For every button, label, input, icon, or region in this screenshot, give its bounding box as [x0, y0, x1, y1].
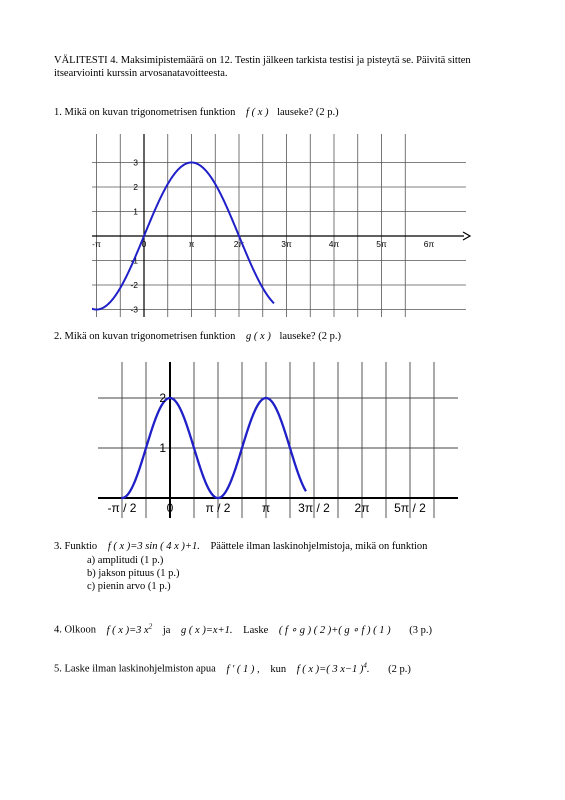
graph-f-x-tick-label: 4π: [328, 239, 340, 249]
question-4-laske: Laske: [243, 624, 269, 636]
question-5-derivative: f ′ ( 1 ) ,: [226, 663, 260, 675]
question-1-function: f ( x ): [246, 107, 269, 118]
question-1: [54, 107, 339, 118]
question-4-ja: ja: [162, 624, 171, 636]
question-5-exponent: 4: [363, 661, 367, 669]
question-5-function-text: f ( x )=( 3 x−1 ): [296, 663, 364, 675]
graph-g-ticks: [108, 391, 427, 515]
graph-f-x-tick-label: 3π: [281, 239, 292, 249]
intro-line-1: VÄLITESTI 4. Maksimipistemäärä on 12. Testin jälkeen tarkista testisi ja pisteytä se. Päivitä sitten: [54, 55, 471, 66]
question-5-lead: 5. Laske ilman laskinohjelmiston apua: [54, 663, 216, 675]
question-2-suffix: lauseke? (2 p.): [279, 331, 341, 342]
graph-g-x-tick-label: -π / 2: [107, 501, 137, 515]
graph-g-x-tick-label: 2π: [354, 501, 370, 515]
graph-g-y-tick-label: 2: [159, 391, 166, 405]
question-1-text: 1. Mikä on kuvan trigonometrisen funktion: [54, 107, 236, 118]
graph-f-x-tick-label: 6π: [423, 239, 435, 249]
question-4-g: g ( x )=x+1.: [181, 624, 233, 636]
graph-f-y-tick-label: -1: [130, 255, 138, 266]
graph-f-y-tick-label: -3: [130, 304, 138, 315]
graph-f-y-tick-label: 1: [133, 206, 138, 217]
graph-f-x-tick-label: 5π: [376, 239, 387, 249]
intro-line-2: itsearviointi kurssin arvosanatavoitteesta.: [54, 68, 228, 79]
question-5-dot: .: [366, 663, 370, 675]
graph-f-y-tick-label: -2: [130, 280, 138, 290]
question-4: [54, 622, 432, 636]
graph-g-x-tick-label: π: [261, 501, 271, 515]
question-3: [54, 541, 427, 552]
question-3-item-b: b) jakson pituus (1 p.): [87, 568, 180, 579]
question-3-item-c: c) pienin arvo (1 p.): [87, 581, 171, 592]
graph-g-grid: [98, 362, 458, 518]
question-4-points: (3 p.): [409, 624, 433, 636]
question-3-rest: Päättele ilman laskinohjelmistoja, mikä on funktion: [210, 541, 428, 552]
graph-f-y-tick-label: 3: [133, 157, 138, 168]
graph-f-y-tick-label: 2: [133, 182, 138, 192]
question-5: [54, 661, 411, 675]
graph-g: [98, 358, 458, 518]
graph-g-x-tick-label: π / 2: [205, 501, 231, 515]
graph-g-x-tick-label: 0: [166, 501, 174, 515]
question-2: [54, 331, 341, 342]
question-1-suffix: lauseke? (2 p.): [277, 107, 339, 118]
question-2-text: 2. Mikä on kuvan trigonometrisen funktion: [54, 331, 236, 342]
graph-g-x-tick-label: 5π / 2: [394, 501, 426, 515]
question-5-kun: kun: [270, 663, 287, 675]
graph-g-axes: [98, 362, 458, 518]
question-4-expression: ( f ∘ g ) ( 2 )+( g ∘ f ) ( 1 ): [278, 624, 391, 636]
graph-f-x-tick-label: -π: [92, 239, 101, 249]
graph-g-x-tick-label: 3π / 2: [298, 501, 330, 515]
graph-f-x-tick-label: 2π: [233, 239, 245, 249]
question-5-points: (2 p.): [388, 663, 411, 675]
question-4-f-exponent: 2: [148, 622, 153, 630]
graph-f-x-tick-label: π: [188, 239, 195, 249]
question-4-f-text: f ( x )=3 x: [106, 624, 149, 636]
question-5-function: [296, 661, 370, 675]
question-4-lead: 4. Olkoon: [54, 624, 96, 636]
graph-f-x-tick-label: 0: [141, 239, 147, 249]
question-3-item-a: a) amplitudi (1 p.): [87, 555, 164, 566]
question-4-f: [106, 622, 153, 636]
graph-g-y-tick-label: 1: [159, 441, 166, 455]
question-3-lead: 3. Funktio: [54, 541, 98, 552]
question-2-function: g ( x ): [246, 331, 271, 342]
graph-f: [92, 132, 472, 317]
graph-f-x-arrow: [463, 232, 470, 240]
question-3-formula: f ( x )=3 sin ( 4 x )+1.: [107, 541, 200, 552]
